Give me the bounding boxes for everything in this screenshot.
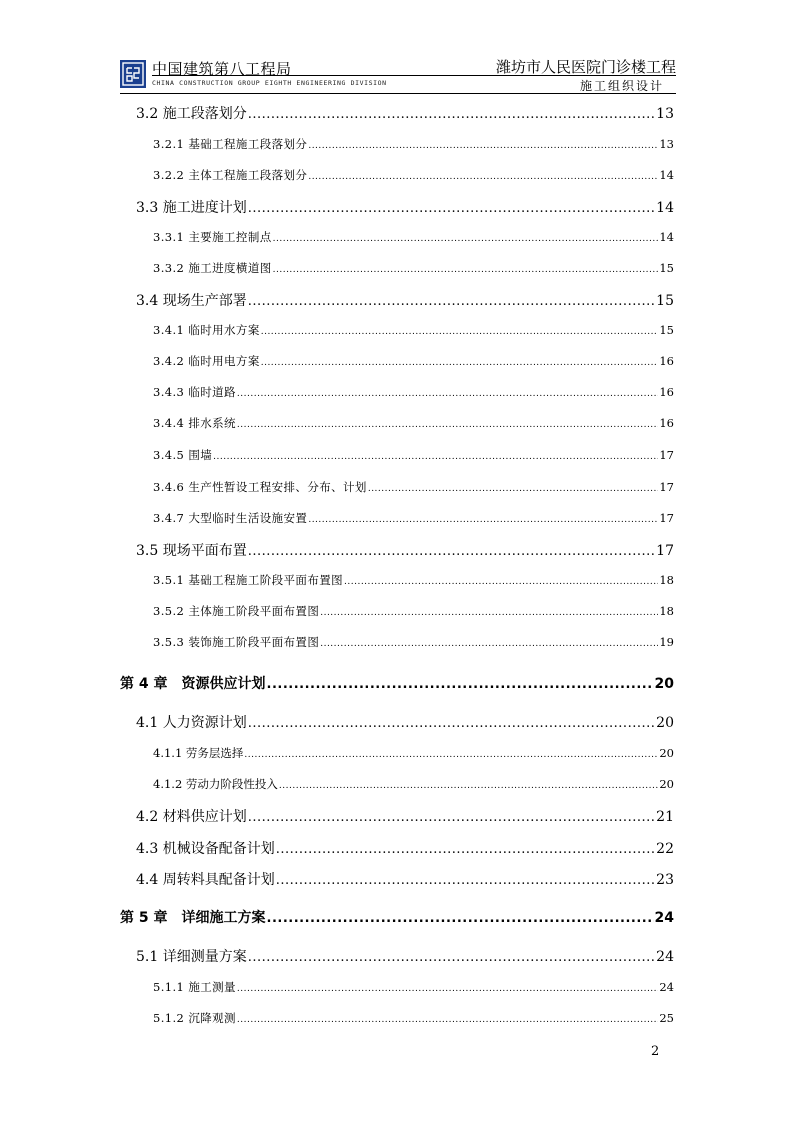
toc-entry-page: 20 (659, 777, 674, 791)
toc-entry-page: 14 (659, 230, 674, 244)
toc-entry-title: 3.3.1 主要施工控制点 (153, 230, 272, 244)
toc-entry-4-4[interactable] (136, 869, 674, 889)
project-name: 潍坊市人民医院门诊楼工程 (495, 58, 676, 76)
toc-entry-title: 5.1.2 沉降观测 (153, 1011, 236, 1025)
toc-entry-3-4-2[interactable] (153, 353, 674, 369)
toc-entry-3-2[interactable] (136, 103, 674, 123)
toc-entry-title: 5.1.1 施工测量 (153, 980, 236, 994)
toc-leader-dots (308, 515, 658, 525)
toc-entry-3-3[interactable] (136, 197, 674, 217)
toc-entry-3-5-3[interactable] (153, 634, 674, 650)
toc-entry-3-4-7[interactable] (153, 510, 674, 526)
toc-entry-title: 第 5 章 详细施工方案 (120, 910, 266, 926)
toc-entry-5-1-2[interactable] (153, 1010, 674, 1026)
toc-leader-dots (320, 639, 658, 649)
toc-entry-page: 25 (659, 1011, 674, 1025)
toc-entry-3-5-1[interactable] (153, 572, 674, 588)
toc-entry-page: 16 (659, 354, 674, 368)
toc-entry-title: 3.4.5 围墙 (153, 448, 213, 462)
toc-entry-3-4-6[interactable] (153, 479, 674, 495)
toc-leader-dots (248, 950, 655, 965)
toc-leader-dots (308, 172, 658, 182)
toc-entry-title: 3.5.3 装饰施工阶段平面布置图 (153, 635, 320, 649)
cscec-logo-icon (120, 60, 146, 88)
toc-entry-page: 14 (656, 200, 674, 216)
toc-entry-page: 15 (659, 261, 674, 275)
toc-entry-title: 3.4.6 生产性暂设工程安排、分布、计划 (153, 480, 367, 494)
toc-leader-dots (308, 141, 658, 151)
header-rule-lower (120, 93, 676, 94)
toc-chapter-5[interactable] (120, 907, 674, 927)
toc-entry-page: 15 (656, 293, 674, 309)
toc-entry-title: 第 4 章 资源供应计划 (120, 676, 266, 692)
toc-entry-page: 15 (659, 323, 674, 337)
toc-entry-3-4-3[interactable] (153, 384, 674, 400)
toc-entry-title: 3.3.2 施工进度横道图 (153, 261, 272, 275)
toc-leader-dots (273, 234, 659, 244)
page-number: 2 (651, 1044, 660, 1059)
toc-leader-dots (261, 327, 659, 337)
toc-leader-dots (248, 716, 655, 731)
toc-entry-page: 16 (659, 385, 674, 399)
toc-entry-page: 24 (656, 949, 674, 965)
toc-entry-page: 13 (659, 137, 674, 151)
toc-entry-3-4-5[interactable] (153, 447, 674, 463)
company-name-en: CHINA CONSTRUCTION GROUP EIGHTH ENGINEERING DIVISION (152, 79, 387, 87)
toc-leader-dots (213, 452, 658, 462)
toc-leader-dots (248, 544, 655, 559)
toc-entry-title: 3.3 施工进度计划 (136, 200, 247, 216)
toc-leader-dots (273, 265, 659, 275)
toc-entry-page: 16 (659, 416, 674, 430)
toc-entry-page: 24 (654, 910, 674, 926)
toc-entry-4-1-1[interactable] (153, 745, 674, 761)
toc-entry-title: 5.1 详细测量方案 (136, 949, 247, 965)
toc-entry-title: 3.4.7 大型临时生活设施安置 (153, 511, 308, 525)
toc-chapter-4[interactable] (120, 673, 674, 693)
toc-leader-dots (244, 750, 658, 760)
toc-entry-title: 4.1.1 劳务层选择 (153, 746, 244, 760)
toc-entry-title: 4.3 机械设备配备计划 (136, 841, 275, 857)
toc-entry-3-4-4[interactable] (153, 415, 674, 431)
toc-leader-dots (237, 420, 658, 430)
toc-entry-3-4[interactable] (136, 290, 674, 310)
toc-entry-page: 18 (659, 604, 674, 618)
toc-entry-page: 23 (656, 872, 674, 888)
toc-entry-5-1[interactable] (136, 946, 674, 966)
toc-leader-dots (279, 781, 658, 791)
toc-entry-page: 14 (659, 168, 674, 182)
toc-entry-title: 3.4 现场生产部署 (136, 293, 247, 309)
toc-entry-title: 3.4.3 临时道路 (153, 385, 236, 399)
toc-entry-title: 3.2.1 基础工程施工段落划分 (153, 137, 308, 151)
page-header (120, 56, 676, 96)
toc-entry-4-1-2[interactable] (153, 776, 674, 792)
toc-entry-title: 3.2.2 主体工程施工段落划分 (153, 168, 308, 182)
toc-leader-dots (248, 107, 655, 122)
toc-leader-dots (248, 201, 655, 216)
toc-entry-title: 3.5 现场平面布置 (136, 543, 247, 559)
toc-entry-4-1[interactable] (136, 712, 674, 732)
toc-entry-page: 17 (656, 543, 674, 559)
toc-entry-title: 3.4.1 临时用水方案 (153, 323, 260, 337)
toc-entry-title: 4.1.2 劳动力阶段性投入 (153, 777, 278, 791)
toc-entry-title: 3.5.2 主体施工阶段平面布置图 (153, 604, 320, 618)
toc-leader-dots (237, 389, 658, 399)
toc-leader-dots (344, 577, 658, 587)
toc-leader-dots (237, 984, 658, 994)
toc-leader-dots (320, 608, 658, 618)
toc-entry-page: 20 (659, 746, 674, 760)
toc-entry-3-3-2[interactable] (153, 260, 674, 276)
toc-entry-page: 17 (659, 448, 674, 462)
toc-entry-5-1-1[interactable] (153, 979, 674, 995)
document-name: 施工组织设计 (579, 79, 664, 93)
toc-entry-page: 24 (659, 980, 674, 994)
toc-leader-dots (276, 873, 655, 888)
toc-entry-page: 17 (659, 480, 674, 494)
toc-entry-3-4-1[interactable] (153, 322, 674, 338)
toc-entry-page: 13 (656, 106, 674, 122)
toc-entry-title: 4.4 周转料具配备计划 (136, 872, 275, 888)
toc-entry-4-3[interactable] (136, 838, 674, 858)
toc-entry-page: 20 (656, 715, 674, 731)
toc-leader-dots (248, 294, 655, 309)
toc-entry-page: 17 (659, 511, 674, 525)
toc-leader-dots (276, 842, 655, 857)
toc-entry-3-5-2[interactable] (153, 603, 674, 619)
toc-entry-title: 3.2 施工段落划分 (136, 106, 247, 122)
toc-entry-title: 4.2 材料供应计划 (136, 809, 247, 825)
toc-entry-title: 4.1 人力资源计划 (136, 715, 247, 731)
toc-entry-page: 22 (656, 841, 674, 857)
toc-entry-3-3-1[interactable] (153, 229, 674, 245)
toc-leader-dots (267, 677, 654, 692)
toc-entry-title: 3.4.2 临时用电方案 (153, 354, 260, 368)
toc-entry-page: 21 (656, 809, 674, 825)
toc-entry-page: 18 (659, 573, 674, 587)
toc-entry-3-2-1[interactable] (153, 136, 674, 152)
toc-leader-dots (237, 1015, 658, 1025)
toc-entry-title: 3.5.1 基础工程施工阶段平面布置图 (153, 573, 344, 587)
company-name-cn: 中国建筑第八工程局 (152, 60, 292, 78)
toc-entry-4-2[interactable] (136, 806, 674, 826)
toc-leader-dots (368, 484, 659, 494)
toc-leader-dots (261, 358, 659, 368)
toc-entry-page: 19 (659, 635, 674, 649)
toc-entry-3-2-2[interactable] (153, 167, 674, 183)
toc-leader-dots (248, 810, 655, 825)
toc-leader-dots (267, 911, 654, 926)
toc-entry-page: 20 (654, 676, 674, 692)
toc-entry-title: 3.4.4 排水系统 (153, 416, 236, 430)
toc-entry-3-5[interactable] (136, 540, 674, 560)
